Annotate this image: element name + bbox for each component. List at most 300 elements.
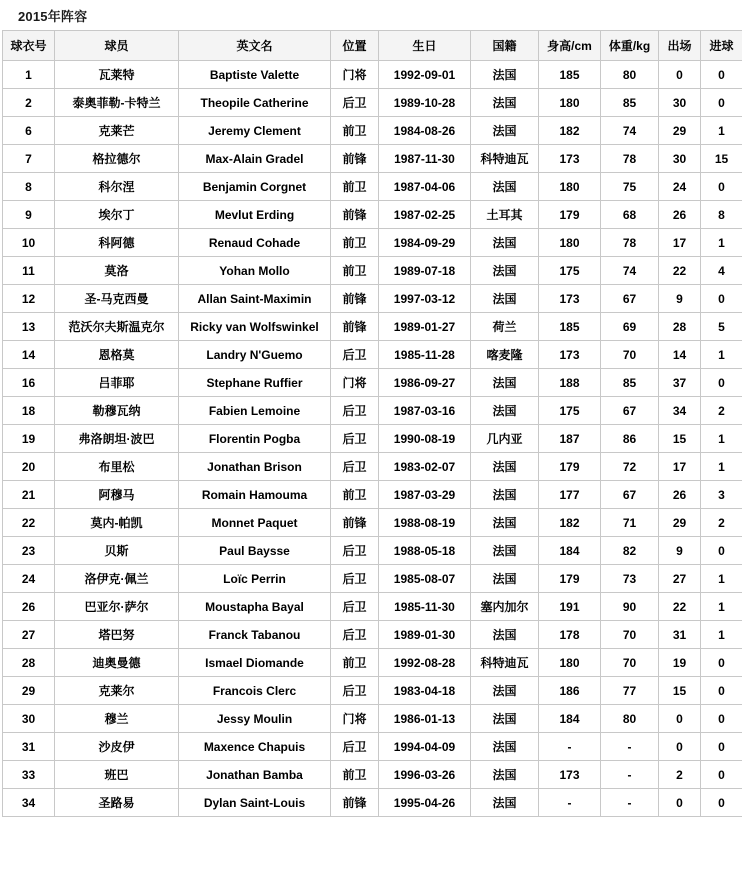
cell-nationality: 法国: [471, 677, 539, 705]
cell-weight: 73: [601, 565, 659, 593]
cell-english-name: Paul Baysse: [179, 537, 331, 565]
cell-english-name: Florentin Pogba: [179, 425, 331, 453]
cell-player-name: 瓦莱特: [55, 61, 179, 89]
cell-shirt-number: 10: [3, 229, 55, 257]
cell-player-name: 圣-马克西曼: [55, 285, 179, 313]
cell-shirt-number: 12: [3, 285, 55, 313]
table-header-row: [3, 31, 742, 61]
cell-position: 门将: [331, 705, 379, 733]
cell-nationality: 法国: [471, 453, 539, 481]
cell-nationality: 法国: [471, 89, 539, 117]
cell-weight: 90: [601, 593, 659, 621]
cell-nationality: 法国: [471, 173, 539, 201]
cell-birthday: 1984-09-29: [379, 229, 471, 257]
cell-goals: 0: [701, 705, 742, 733]
cell-appearances: 24: [659, 173, 701, 201]
cell-position: 后卫: [331, 89, 379, 117]
cell-goals: 0: [701, 761, 742, 789]
table-row: [3, 677, 742, 705]
cell-position: 前锋: [331, 313, 379, 341]
cell-height: 173: [539, 341, 601, 369]
cell-nationality: 法国: [471, 481, 539, 509]
cell-appearances: 0: [659, 733, 701, 761]
cell-player-name: 科阿德: [55, 229, 179, 257]
cell-birthday: 1983-04-18: [379, 677, 471, 705]
cell-height: 185: [539, 313, 601, 341]
cell-english-name: Yohan Mollo: [179, 257, 331, 285]
cell-goals: 3: [701, 481, 742, 509]
cell-weight: 85: [601, 89, 659, 117]
cell-height: 188: [539, 369, 601, 397]
cell-weight: 80: [601, 705, 659, 733]
cell-shirt-number: 18: [3, 397, 55, 425]
cell-player-name: 圣路易: [55, 789, 179, 817]
cell-goals: 1: [701, 453, 742, 481]
cell-weight: 68: [601, 201, 659, 229]
cell-english-name: Monnet Paquet: [179, 509, 331, 537]
cell-position: 门将: [331, 369, 379, 397]
cell-english-name: Theopile Catherine: [179, 89, 331, 117]
cell-goals: 0: [701, 649, 742, 677]
table-row: [3, 649, 742, 677]
table-row: [3, 341, 742, 369]
cell-position: 后卫: [331, 341, 379, 369]
table-row: [3, 61, 742, 89]
cell-shirt-number: 19: [3, 425, 55, 453]
cell-weight: 70: [601, 341, 659, 369]
cell-birthday: 1985-11-30: [379, 593, 471, 621]
cell-nationality: 荷兰: [471, 313, 539, 341]
column-header-goals: 进球: [701, 31, 742, 61]
cell-shirt-number: 16: [3, 369, 55, 397]
cell-goals: 8: [701, 201, 742, 229]
cell-nationality: 法国: [471, 117, 539, 145]
cell-shirt-number: 29: [3, 677, 55, 705]
cell-shirt-number: 24: [3, 565, 55, 593]
cell-english-name: Romain Hamouma: [179, 481, 331, 509]
table-row: [3, 89, 742, 117]
cell-height: 177: [539, 481, 601, 509]
cell-birthday: 1992-09-01: [379, 61, 471, 89]
cell-appearances: 17: [659, 453, 701, 481]
cell-position: 前卫: [331, 117, 379, 145]
cell-birthday: 1985-08-07: [379, 565, 471, 593]
cell-goals: 0: [701, 89, 742, 117]
cell-player-name: 班巴: [55, 761, 179, 789]
cell-position: 后卫: [331, 565, 379, 593]
cell-height: 180: [539, 649, 601, 677]
cell-height: 180: [539, 173, 601, 201]
cell-english-name: Baptiste Valette: [179, 61, 331, 89]
cell-player-name: 洛伊克·佩兰: [55, 565, 179, 593]
cell-appearances: 9: [659, 537, 701, 565]
cell-height: 182: [539, 509, 601, 537]
cell-appearances: 15: [659, 677, 701, 705]
table-row: [3, 313, 742, 341]
cell-nationality: 法国: [471, 509, 539, 537]
cell-height: 180: [539, 89, 601, 117]
cell-english-name: Jessy Moulin: [179, 705, 331, 733]
cell-weight: 85: [601, 369, 659, 397]
cell-goals: 1: [701, 621, 742, 649]
cell-appearances: 9: [659, 285, 701, 313]
table-row: [3, 593, 742, 621]
column-header-birthday: 生日: [379, 31, 471, 61]
cell-goals: 1: [701, 341, 742, 369]
cell-english-name: Max-Alain Gradel: [179, 145, 331, 173]
cell-player-name: 恩格莫: [55, 341, 179, 369]
cell-english-name: Moustapha Bayal: [179, 593, 331, 621]
cell-birthday: 1994-04-09: [379, 733, 471, 761]
column-header-nationality: 国籍: [471, 31, 539, 61]
cell-english-name: Jeremy Clement: [179, 117, 331, 145]
cell-goals: 2: [701, 509, 742, 537]
cell-appearances: 0: [659, 705, 701, 733]
cell-birthday: 1989-01-30: [379, 621, 471, 649]
table-header: [3, 31, 742, 61]
cell-player-name: 吕菲耶: [55, 369, 179, 397]
cell-player-name: 莫内-帕凯: [55, 509, 179, 537]
cell-position: 后卫: [331, 537, 379, 565]
cell-english-name: Ricky van Wolfswinkel: [179, 313, 331, 341]
cell-weight: 86: [601, 425, 659, 453]
table-row: [3, 257, 742, 285]
cell-birthday: 1985-11-28: [379, 341, 471, 369]
cell-position: 前锋: [331, 201, 379, 229]
cell-goals: 1: [701, 593, 742, 621]
cell-goals: 1: [701, 229, 742, 257]
column-header-shirt-number: 球衣号: [3, 31, 55, 61]
cell-height: 182: [539, 117, 601, 145]
cell-goals: 0: [701, 677, 742, 705]
cell-birthday: 1987-03-29: [379, 481, 471, 509]
cell-birthday: 1986-01-13: [379, 705, 471, 733]
cell-birthday: 1987-03-16: [379, 397, 471, 425]
cell-appearances: 29: [659, 117, 701, 145]
cell-weight: 69: [601, 313, 659, 341]
cell-height: 179: [539, 453, 601, 481]
cell-shirt-number: 26: [3, 593, 55, 621]
cell-english-name: Franck Tabanou: [179, 621, 331, 649]
squad-table: [2, 30, 742, 817]
cell-birthday: 1987-11-30: [379, 145, 471, 173]
table-row: [3, 621, 742, 649]
cell-birthday: 1987-04-06: [379, 173, 471, 201]
cell-shirt-number: 30: [3, 705, 55, 733]
cell-position: 前锋: [331, 789, 379, 817]
cell-player-name: 泰奥菲勒-卡特兰: [55, 89, 179, 117]
cell-player-name: 迪奥曼德: [55, 649, 179, 677]
cell-birthday: 1983-02-07: [379, 453, 471, 481]
cell-weight: 72: [601, 453, 659, 481]
cell-goals: 1: [701, 117, 742, 145]
cell-shirt-number: 33: [3, 761, 55, 789]
cell-height: 179: [539, 565, 601, 593]
cell-appearances: 17: [659, 229, 701, 257]
cell-player-name: 范沃尔夫斯温克尔: [55, 313, 179, 341]
cell-nationality: 法国: [471, 761, 539, 789]
page-title: 2015年阵容: [18, 8, 88, 24]
cell-english-name: Benjamin Corgnet: [179, 173, 331, 201]
cell-position: 门将: [331, 61, 379, 89]
cell-position: 前卫: [331, 481, 379, 509]
column-header-height: 身高/cm: [539, 31, 601, 61]
cell-birthday: 1990-08-19: [379, 425, 471, 453]
cell-shirt-number: 27: [3, 621, 55, 649]
cell-appearances: 2: [659, 761, 701, 789]
table-row: [3, 705, 742, 733]
cell-birthday: 1996-03-26: [379, 761, 471, 789]
table-row: [3, 229, 742, 257]
cell-weight: 67: [601, 285, 659, 313]
cell-weight: 71: [601, 509, 659, 537]
column-header-english-name: 英文名: [179, 31, 331, 61]
cell-position: 后卫: [331, 425, 379, 453]
cell-english-name: Jonathan Bamba: [179, 761, 331, 789]
cell-weight: 75: [601, 173, 659, 201]
cell-height: 187: [539, 425, 601, 453]
cell-player-name: 格拉德尔: [55, 145, 179, 173]
table-row: [3, 565, 742, 593]
cell-english-name: Dylan Saint-Louis: [179, 789, 331, 817]
cell-nationality: 喀麦隆: [471, 341, 539, 369]
cell-appearances: 28: [659, 313, 701, 341]
cell-height: 191: [539, 593, 601, 621]
table-row: [3, 285, 742, 313]
cell-position: 前锋: [331, 509, 379, 537]
cell-appearances: 0: [659, 789, 701, 817]
cell-height: 179: [539, 201, 601, 229]
cell-appearances: 29: [659, 509, 701, 537]
cell-player-name: 塔巴努: [55, 621, 179, 649]
cell-weight: 74: [601, 117, 659, 145]
cell-goals: 0: [701, 285, 742, 313]
cell-weight: 70: [601, 621, 659, 649]
column-header-appearances: 出场: [659, 31, 701, 61]
cell-appearances: 15: [659, 425, 701, 453]
cell-birthday: 1988-05-18: [379, 537, 471, 565]
cell-position: 前卫: [331, 761, 379, 789]
table-body: [3, 61, 742, 817]
cell-player-name: 克莱芒: [55, 117, 179, 145]
cell-nationality: 几内亚: [471, 425, 539, 453]
cell-position: 后卫: [331, 677, 379, 705]
cell-height: 184: [539, 537, 601, 565]
cell-birthday: 1987-02-25: [379, 201, 471, 229]
table-row: [3, 201, 742, 229]
cell-weight: 70: [601, 649, 659, 677]
cell-player-name: 克莱尔: [55, 677, 179, 705]
cell-shirt-number: 20: [3, 453, 55, 481]
column-header-player: 球员: [55, 31, 179, 61]
cell-nationality: 法国: [471, 61, 539, 89]
cell-english-name: Francois Clerc: [179, 677, 331, 705]
cell-height: 186: [539, 677, 601, 705]
cell-player-name: 阿穆马: [55, 481, 179, 509]
cell-english-name: Maxence Chapuis: [179, 733, 331, 761]
column-header-weight: 体重/kg: [601, 31, 659, 61]
cell-position: 前卫: [331, 649, 379, 677]
cell-shirt-number: 28: [3, 649, 55, 677]
cell-goals: 0: [701, 733, 742, 761]
cell-player-name: 巴亚尔·萨尔: [55, 593, 179, 621]
table-row: [3, 173, 742, 201]
cell-position: 后卫: [331, 733, 379, 761]
cell-goals: 1: [701, 425, 742, 453]
column-header-position: 位置: [331, 31, 379, 61]
table-row: [3, 117, 742, 145]
cell-nationality: 法国: [471, 733, 539, 761]
cell-weight: 74: [601, 257, 659, 285]
cell-appearances: 34: [659, 397, 701, 425]
cell-appearances: 19: [659, 649, 701, 677]
cell-birthday: 1988-08-19: [379, 509, 471, 537]
cell-shirt-number: 1: [3, 61, 55, 89]
table-row: [3, 509, 742, 537]
cell-goals: 5: [701, 313, 742, 341]
cell-height: 185: [539, 61, 601, 89]
cell-nationality: 科特迪瓦: [471, 649, 539, 677]
cell-english-name: Mevlut Erding: [179, 201, 331, 229]
cell-nationality: 法国: [471, 397, 539, 425]
cell-position: 后卫: [331, 453, 379, 481]
cell-goals: 0: [701, 61, 742, 89]
cell-nationality: 法国: [471, 565, 539, 593]
cell-shirt-number: 8: [3, 173, 55, 201]
cell-shirt-number: 31: [3, 733, 55, 761]
cell-shirt-number: 13: [3, 313, 55, 341]
cell-nationality: 法国: [471, 621, 539, 649]
cell-shirt-number: 9: [3, 201, 55, 229]
cell-shirt-number: 2: [3, 89, 55, 117]
cell-height: 175: [539, 397, 601, 425]
cell-position: 前卫: [331, 257, 379, 285]
cell-height: 173: [539, 145, 601, 173]
cell-birthday: 1995-04-26: [379, 789, 471, 817]
cell-birthday: 1997-03-12: [379, 285, 471, 313]
cell-nationality: 法国: [471, 369, 539, 397]
cell-shirt-number: 21: [3, 481, 55, 509]
table-row: [3, 537, 742, 565]
table-row: [3, 761, 742, 789]
cell-appearances: 26: [659, 481, 701, 509]
cell-english-name: Landry N'Guemo: [179, 341, 331, 369]
cell-goals: 1: [701, 565, 742, 593]
cell-appearances: 22: [659, 257, 701, 285]
cell-appearances: 14: [659, 341, 701, 369]
cell-appearances: 26: [659, 201, 701, 229]
cell-nationality: 科特迪瓦: [471, 145, 539, 173]
cell-birthday: 1989-01-27: [379, 313, 471, 341]
cell-weight: 82: [601, 537, 659, 565]
cell-appearances: 27: [659, 565, 701, 593]
cell-goals: 0: [701, 537, 742, 565]
cell-english-name: Renaud Cohade: [179, 229, 331, 257]
cell-weight: 78: [601, 229, 659, 257]
table-row: [3, 733, 742, 761]
cell-goals: 0: [701, 789, 742, 817]
cell-position: 前卫: [331, 173, 379, 201]
cell-english-name: Allan Saint-Maximin: [179, 285, 331, 313]
cell-shirt-number: 11: [3, 257, 55, 285]
cell-birthday: 1989-07-18: [379, 257, 471, 285]
cell-height: 178: [539, 621, 601, 649]
cell-english-name: Ismael Diomande: [179, 649, 331, 677]
cell-position: 前锋: [331, 145, 379, 173]
cell-weight: -: [601, 733, 659, 761]
cell-weight: 78: [601, 145, 659, 173]
cell-shirt-number: 23: [3, 537, 55, 565]
cell-shirt-number: 6: [3, 117, 55, 145]
table-row: [3, 369, 742, 397]
cell-weight: 67: [601, 481, 659, 509]
cell-shirt-number: 34: [3, 789, 55, 817]
table-row: [3, 145, 742, 173]
cell-nationality: 法国: [471, 705, 539, 733]
cell-position: 前卫: [331, 229, 379, 257]
cell-weight: -: [601, 761, 659, 789]
cell-height: -: [539, 789, 601, 817]
cell-english-name: Jonathan Brison: [179, 453, 331, 481]
cell-player-name: 弗洛朗坦·波巴: [55, 425, 179, 453]
cell-appearances: 30: [659, 145, 701, 173]
cell-player-name: 埃尔丁: [55, 201, 179, 229]
cell-shirt-number: 7: [3, 145, 55, 173]
cell-player-name: 勒穆瓦纳: [55, 397, 179, 425]
cell-birthday: 1986-09-27: [379, 369, 471, 397]
cell-height: -: [539, 733, 601, 761]
cell-height: 184: [539, 705, 601, 733]
cell-height: 175: [539, 257, 601, 285]
cell-height: 180: [539, 229, 601, 257]
cell-appearances: 31: [659, 621, 701, 649]
cell-weight: 67: [601, 397, 659, 425]
cell-birthday: 1989-10-28: [379, 89, 471, 117]
cell-birthday: 1984-08-26: [379, 117, 471, 145]
cell-nationality: 法国: [471, 229, 539, 257]
table-row: [3, 397, 742, 425]
cell-english-name: Stephane Ruffier: [179, 369, 331, 397]
cell-position: 前锋: [331, 285, 379, 313]
cell-nationality: 法国: [471, 285, 539, 313]
cell-nationality: 土耳其: [471, 201, 539, 229]
cell-height: 173: [539, 761, 601, 789]
cell-english-name: Fabien Lemoine: [179, 397, 331, 425]
cell-player-name: 科尔涅: [55, 173, 179, 201]
cell-nationality: 法国: [471, 537, 539, 565]
cell-player-name: 布里松: [55, 453, 179, 481]
cell-nationality: 法国: [471, 789, 539, 817]
cell-shirt-number: 14: [3, 341, 55, 369]
cell-player-name: 贝斯: [55, 537, 179, 565]
cell-player-name: 沙皮伊: [55, 733, 179, 761]
page-title-bar: [0, 0, 742, 30]
cell-appearances: 0: [659, 61, 701, 89]
cell-nationality: 塞内加尔: [471, 593, 539, 621]
table-row: [3, 481, 742, 509]
cell-position: 后卫: [331, 621, 379, 649]
cell-appearances: 30: [659, 89, 701, 117]
cell-goals: 0: [701, 369, 742, 397]
table-row: [3, 425, 742, 453]
cell-appearances: 37: [659, 369, 701, 397]
cell-goals: 15: [701, 145, 742, 173]
cell-goals: 4: [701, 257, 742, 285]
table-row: [3, 453, 742, 481]
cell-weight: 80: [601, 61, 659, 89]
cell-shirt-number: 22: [3, 509, 55, 537]
cell-goals: 2: [701, 397, 742, 425]
